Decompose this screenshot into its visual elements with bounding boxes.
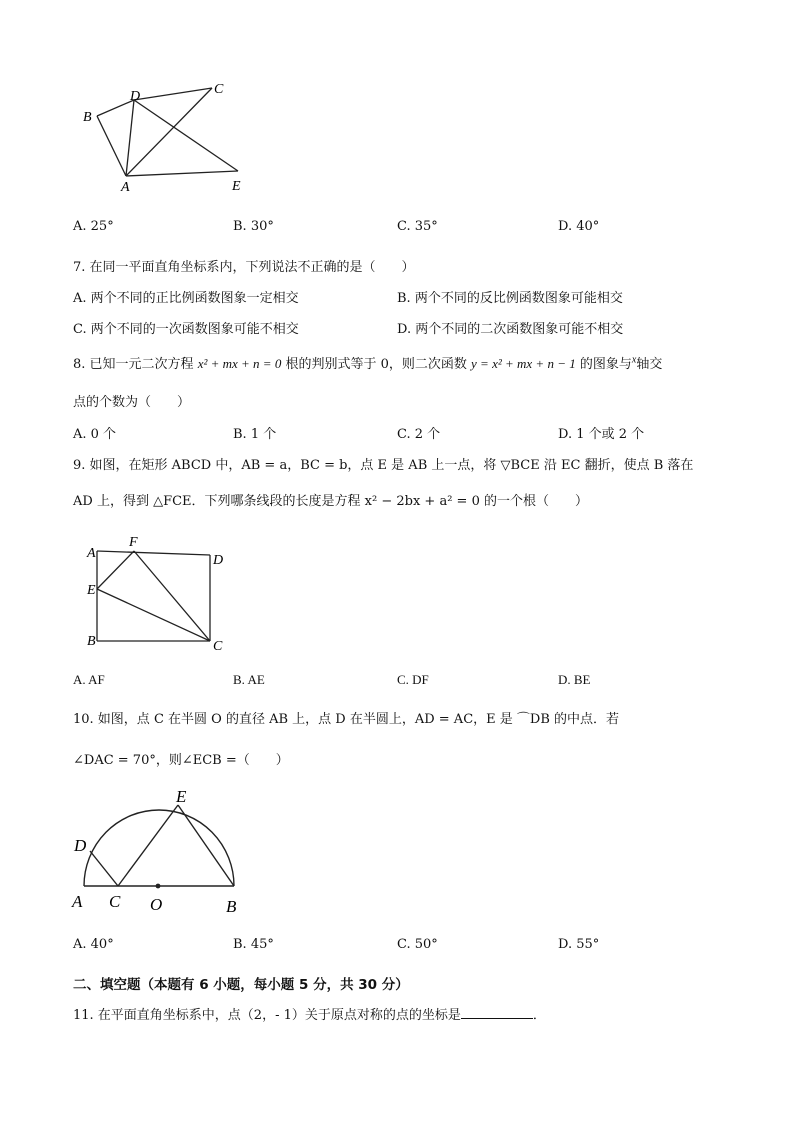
- q10-stem-line1: 10. 如图，点 C 在半圆 O 的直径 AB 上，点 D 在半圆上，AD = AC，E 是 ⌒DB 的中点．若: [73, 712, 620, 727]
- q6-option-a[interactable]: A. 25°: [73, 219, 114, 234]
- q11-stem-end: ．: [532, 1008, 546, 1023]
- q8-stem-line1: [73, 353, 662, 372]
- q6-option-c[interactable]: C. 35°: [397, 219, 438, 234]
- q9-label-a: A: [87, 546, 96, 561]
- q6-figure: [78, 78, 258, 198]
- q11-answer-blank[interactable]: [461, 1006, 533, 1019]
- q9-label-e: E: [87, 583, 96, 598]
- q8-option-a[interactable]: A. 0 个: [73, 427, 117, 442]
- q7-option-a[interactable]: A. 两个不同的正比例函数图象一定相交: [73, 291, 299, 306]
- q10-stem-line2: ∠DAC = 70°，则∠ECB =（ ）: [73, 753, 289, 768]
- q10-label-d: D: [74, 836, 87, 855]
- q10-figure: [68, 785, 258, 915]
- q7-option-b[interactable]: B. 两个不同的反比例函数图象可能相交: [397, 291, 623, 306]
- q8-option-b[interactable]: B. 1 个: [233, 427, 277, 442]
- q8-stem-line2: 点的个数为（ ）: [73, 395, 191, 410]
- q9-option-a[interactable]: A. AF: [73, 672, 105, 687]
- q10-option-d[interactable]: D. 55°: [558, 937, 600, 952]
- q8-var-x: x: [631, 354, 637, 366]
- q11-stem-text: 11. 在平面直角坐标系中，点（2，- 1）关于原点对称的点的坐标是: [73, 1008, 461, 1023]
- q11-stem: [73, 1004, 546, 1023]
- section-2-title: 二、填空题（本题有 6 小题，每小题 5 分，共 30 分）: [73, 977, 409, 993]
- q10-label-c: C: [109, 892, 121, 911]
- q10-option-b[interactable]: B. 45°: [233, 937, 274, 952]
- q6-label-a: A: [121, 180, 130, 195]
- q6-option-b[interactable]: B. 30°: [233, 219, 274, 234]
- q9-stem-line2: AD 上，得到 △FCE．下列哪条线段的长度是方程 x² − 2bx + a² = 0 的一个根（ ）: [73, 494, 588, 509]
- q10-label-a: A: [72, 892, 83, 911]
- q10-label-o: O: [150, 895, 163, 914]
- q7-option-c[interactable]: C. 两个不同的一次函数图象可能不相交: [73, 322, 299, 337]
- q6-option-d[interactable]: D. 40°: [558, 219, 600, 234]
- q6-label-e: E: [232, 179, 241, 194]
- q8-equation-1: x² + mx + n = 0: [197, 356, 282, 371]
- q9-stem-line1: 9. 如图，在矩形 ABCD 中，AB = a，BC = b，点 E 是 AB 上一点，将 ▽BCE 沿 EC 翻折，使点 B 落在: [73, 458, 694, 473]
- q6-label-c: C: [214, 82, 224, 97]
- q9-label-b: B: [87, 634, 96, 649]
- q6-label-b: B: [83, 110, 92, 125]
- q6-label-d: D: [130, 89, 141, 104]
- q8-stem-part3: 的图象与: [579, 357, 632, 372]
- q7-stem: 7. 在同一平面直角坐标系内，下列说法不正确的是（ ）: [73, 260, 415, 275]
- q8-stem-part4: 轴交: [636, 357, 663, 372]
- q9-label-c: C: [213, 639, 223, 654]
- q8-stem-part2: 根的判别式等于 0，则二次函数: [285, 357, 467, 372]
- q8-option-c[interactable]: C. 2 个: [397, 427, 441, 442]
- q9-option-d[interactable]: D. BE: [558, 672, 591, 687]
- q8-equation-2: y = x² + mx + n − 1: [471, 356, 576, 371]
- q10-option-a[interactable]: A. 40°: [73, 937, 114, 952]
- q10-option-c[interactable]: C. 50°: [397, 937, 438, 952]
- q7-option-d[interactable]: D. 两个不同的二次函数图象可能不相交: [397, 322, 624, 337]
- q9-figure: [80, 533, 240, 655]
- q8-option-d[interactable]: D. 1 个或 2 个: [558, 427, 645, 442]
- q9-option-b[interactable]: B. AE: [233, 672, 265, 687]
- q10-label-b: B: [226, 897, 237, 915]
- q10-label-e: E: [176, 787, 187, 806]
- q8-stem-part1: 8. 已知一元二次方程: [73, 357, 194, 372]
- q9-label-d: D: [213, 553, 224, 568]
- q9-option-c[interactable]: C. DF: [397, 672, 429, 687]
- q9-label-f: F: [129, 535, 138, 550]
